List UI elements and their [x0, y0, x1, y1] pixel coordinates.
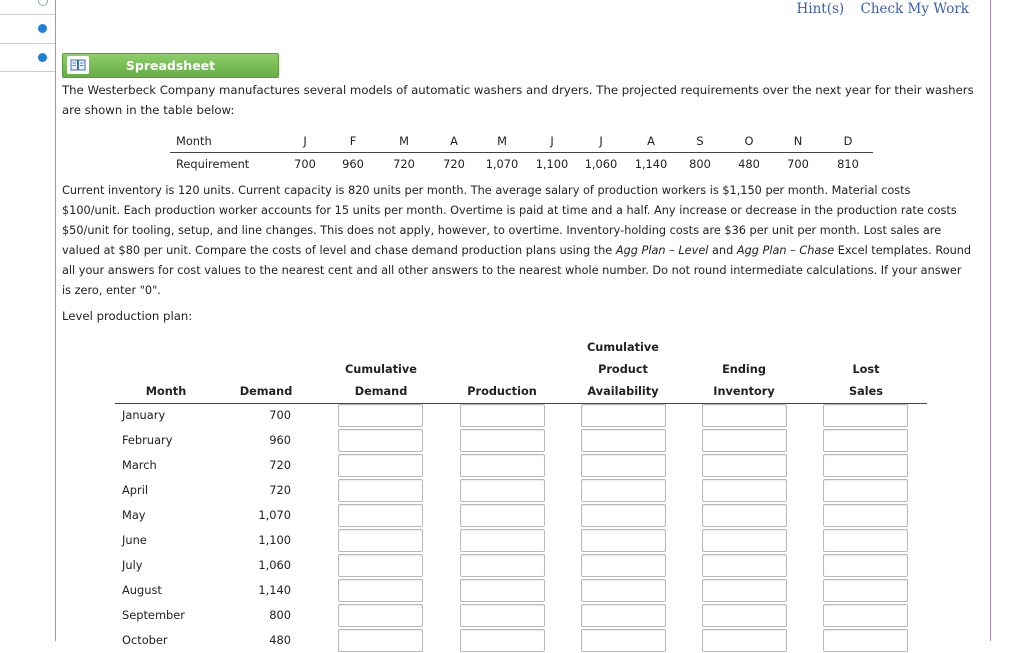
demand-value: 960: [269, 433, 291, 447]
ending-inventory-input[interactable]: [702, 429, 787, 452]
month-label: May: [122, 508, 146, 522]
lost-sales-input[interactable]: [823, 404, 908, 427]
production-input[interactable]: [460, 604, 545, 627]
requirement-cell: 1,060: [584, 157, 618, 171]
intro-text: The Westerbeck Company manufactures several models of automatic washers and dryers. The projected requirements over the next year for their washers are shown in the table below:: [62, 83, 974, 117]
demand-value: 720: [269, 458, 291, 472]
ending-inventory-input[interactable]: [702, 504, 787, 527]
month-cell: J: [550, 134, 554, 148]
requirement-cell: 480: [738, 157, 760, 171]
month-label: February: [122, 433, 173, 447]
text-fragment: and: [708, 244, 737, 257]
ending-inventory-input[interactable]: [702, 604, 787, 627]
col-header-production: Production: [467, 385, 537, 398]
header-line: Sales: [848, 385, 884, 398]
lost-sales-input[interactable]: [823, 429, 908, 452]
problem-text: [62, 181, 986, 301]
col-header-month: Month: [145, 385, 187, 398]
month-label: September: [122, 608, 185, 622]
header-line: Lost: [852, 363, 880, 376]
top-links: [785, 1, 969, 17]
problem-line: all your answers for cost values to the nearest cent and all other answers to the nearest whole number. Do not round intermediate calculations. If your answer: [62, 264, 962, 277]
cumulative-availability-input[interactable]: [581, 604, 666, 627]
ending-inventory-input[interactable]: [702, 554, 787, 577]
requirement-cell: 960: [342, 157, 364, 171]
month-label: July: [122, 558, 143, 572]
header-line: Inventory: [713, 385, 775, 398]
spreadsheet-button[interactable]: [62, 53, 279, 78]
requirements-month-row: [170, 131, 873, 152]
text-fragment: Excel templates. Round: [834, 244, 972, 257]
cumulative-availability-input[interactable]: [581, 579, 666, 602]
row-label-requirement: Requirement: [176, 157, 250, 171]
requirement-cell: 700: [294, 157, 316, 171]
demand-value: 1,060: [258, 558, 291, 572]
cumulative-demand-input[interactable]: [338, 404, 423, 427]
table-row: [115, 453, 927, 478]
table-rule: [170, 152, 873, 153]
lost-sales-input[interactable]: [823, 554, 908, 577]
lost-sales-input[interactable]: [823, 529, 908, 552]
production-input[interactable]: [460, 454, 545, 477]
lost-sales-input[interactable]: [823, 604, 908, 627]
radio-option-selected[interactable]: [38, 53, 47, 62]
cumulative-demand-input[interactable]: [338, 579, 423, 602]
cumulative-availability-input[interactable]: [581, 429, 666, 452]
col-header-cumulative-demand: [338, 359, 424, 403]
rail-divider: [0, 14, 56, 15]
col-header-cumulative-availability: [580, 337, 666, 403]
radio-option[interactable]: [38, 0, 48, 6]
month-cell: O: [744, 134, 754, 148]
rail-divider: [0, 71, 56, 72]
production-input[interactable]: [460, 429, 545, 452]
production-input[interactable]: [460, 504, 545, 527]
lost-sales-input[interactable]: [823, 504, 908, 527]
text-fragment: valued at $80 per unit. Compare the costs of level and chase demand production plans using the: [62, 244, 616, 257]
table-row: [115, 478, 927, 503]
hints-link[interactable]: Hint(s): [796, 1, 845, 17]
month-label: June: [122, 533, 147, 547]
ending-inventory-input[interactable]: [702, 454, 787, 477]
cumulative-availability-input[interactable]: [581, 504, 666, 527]
cumulative-demand-input[interactable]: [338, 454, 423, 477]
ending-inventory-input[interactable]: [702, 529, 787, 552]
lost-sales-input[interactable]: [823, 454, 908, 477]
month-label: August: [122, 583, 162, 597]
cumulative-demand-input[interactable]: [338, 429, 423, 452]
month-cell: N: [793, 134, 803, 148]
month-cell: S: [696, 134, 704, 148]
lost-sales-input[interactable]: [823, 479, 908, 502]
production-input[interactable]: [460, 529, 545, 552]
month-cell: A: [647, 134, 655, 148]
requirement-cell: 1,140: [634, 157, 668, 171]
problem-line: Current inventory is 120 units. Current capacity is 820 units per month. The average salary of production workers is $1,150 per month. Material costs: [62, 184, 911, 197]
header-line: Ending: [722, 363, 766, 376]
table-row: [115, 503, 927, 528]
production-input[interactable]: [460, 404, 545, 427]
template-name-level: Agg Plan – Level: [615, 244, 709, 257]
cumulative-availability-input[interactable]: [581, 454, 666, 477]
demand-value: 1,070: [258, 508, 291, 522]
ending-inventory-input[interactable]: [702, 579, 787, 602]
requirements-value-row: [170, 154, 873, 175]
month-cell: D: [843, 134, 853, 148]
demand-value: 480: [269, 633, 291, 647]
requirement-cell: 800: [689, 157, 711, 171]
header-line: Cumulative: [345, 363, 417, 376]
cumulative-demand-input[interactable]: [338, 554, 423, 577]
level-plan-title: Level production plan:: [62, 309, 193, 323]
demand-value: 800: [269, 608, 291, 622]
col-header-lost-sales: [823, 359, 909, 403]
demand-value: 720: [269, 483, 291, 497]
rail-divider: [0, 43, 56, 44]
cumulative-demand-input[interactable]: [338, 529, 423, 552]
ending-inventory-input[interactable]: [702, 479, 787, 502]
month-label: October: [122, 633, 168, 647]
requirement-cell: 1,070: [485, 157, 519, 171]
problem-line: $50/unit for tooling, setup, and line changes. This does not apply, however, to overtime. Inventory-holding costs are $36 per unit per month. Lost sales are: [62, 224, 942, 237]
problem-line: is zero, enter "0".: [62, 284, 161, 297]
month-cell: M: [399, 134, 409, 148]
table-row: [115, 578, 927, 603]
month-cell: M: [497, 134, 507, 148]
header-line: Availability: [587, 385, 659, 398]
requirement-cell: 720: [393, 157, 415, 171]
demand-value: 1,100: [258, 533, 291, 547]
requirement-cell: 810: [837, 157, 859, 171]
problem-line: $100/unit. Each production worker accounts for 15 units per month. Overtime is paid at time and a half. Any increase or decrease in the production rate costs: [62, 204, 957, 217]
lost-sales-input[interactable]: [823, 579, 908, 602]
table-row: [115, 403, 927, 428]
spreadsheet-label: Spreadsheet: [125, 58, 216, 73]
question-nav-rail: [0, 0, 56, 641]
requirement-cell: 1,100: [535, 157, 569, 171]
cumulative-availability-input[interactable]: [581, 529, 666, 552]
month-cell: J: [599, 134, 603, 148]
col-header-demand: Demand: [239, 385, 293, 398]
cumulative-availability-input[interactable]: [581, 479, 666, 502]
cumulative-demand-input[interactable]: [338, 504, 423, 527]
month-label: January: [122, 408, 166, 422]
month-cell: J: [303, 134, 307, 148]
problem-line: [62, 241, 986, 261]
template-name-chase: Agg Plan – Chase: [736, 244, 835, 257]
table-row: [115, 553, 927, 578]
production-input[interactable]: [460, 479, 545, 502]
requirement-cell: 720: [443, 157, 465, 171]
cumulative-availability-input[interactable]: [581, 554, 666, 577]
check-my-work-link[interactable]: Check My Work: [860, 1, 969, 17]
row-label-month: Month: [176, 134, 212, 148]
table-row: [115, 528, 927, 553]
production-input[interactable]: [460, 554, 545, 577]
month-cell: A: [450, 134, 458, 148]
requirement-cell: 700: [787, 157, 809, 171]
header-line: Cumulative: [587, 341, 659, 354]
cumulative-availability-input[interactable]: [581, 404, 666, 427]
header-line: Product: [598, 363, 648, 376]
table-row: [115, 603, 927, 628]
month-label: March: [122, 458, 157, 472]
month-cell: F: [349, 134, 357, 148]
cumulative-demand-input[interactable]: [338, 604, 423, 627]
col-header-ending-inventory: [701, 359, 787, 403]
demand-value: 1,140: [258, 583, 291, 597]
header-line: Demand: [354, 385, 408, 398]
month-label: April: [122, 483, 149, 497]
radio-option-selected[interactable]: [38, 24, 47, 33]
table-row: [115, 428, 927, 453]
demand-value: 700: [269, 408, 291, 422]
ending-inventory-input[interactable]: [702, 404, 787, 427]
production-input[interactable]: [460, 579, 545, 602]
cumulative-demand-input[interactable]: [338, 479, 423, 502]
